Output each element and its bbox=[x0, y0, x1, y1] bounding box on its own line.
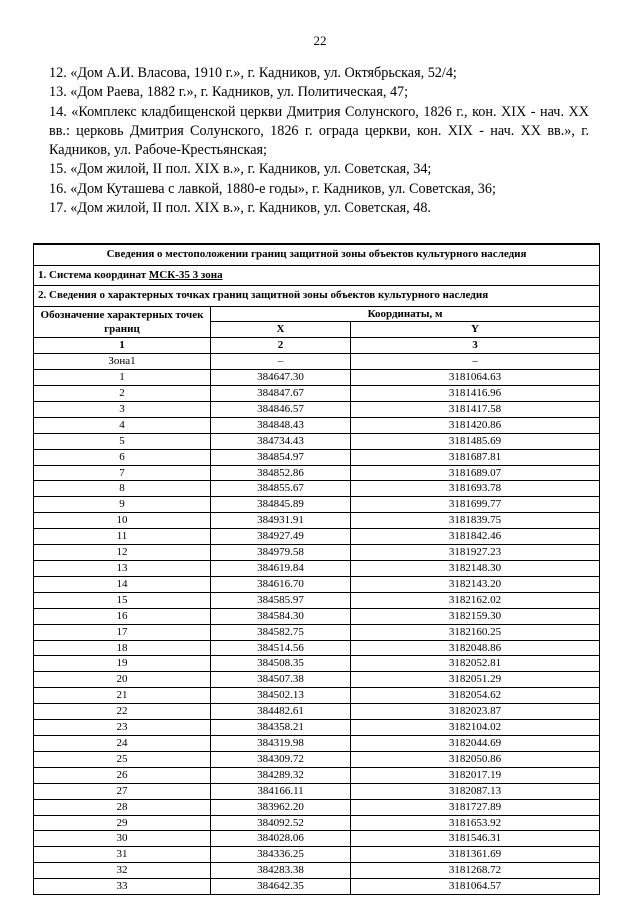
y-coordinate: 3182087.13 bbox=[351, 783, 600, 799]
x-coordinate: 384358.21 bbox=[211, 720, 351, 736]
y-coordinate: 3182054.62 bbox=[351, 688, 600, 704]
y-coordinate: 3182159.30 bbox=[351, 608, 600, 624]
list-item: 15. «Дом жилой, II пол. XIX в.», г. Кадников, ул. Советская, 34; bbox=[49, 161, 432, 178]
list-item: 14. «Комплекс кладбищенской церкви Дмитрия Солунского, 1826 г., кон. XIX - нач. XX вв.: церковь Дмитрия Солунского, 1826 г. ограда церкви, кон. XIX - нач. XX вв.», г. Кадников, ул. Рабоче-Крестьянская; bbox=[49, 103, 589, 159]
table-row bbox=[34, 481, 600, 497]
table-row bbox=[34, 799, 600, 815]
x-coordinate: 384848.43 bbox=[211, 417, 351, 433]
y-coordinate: 3182052.81 bbox=[351, 656, 600, 672]
y-coordinate: 3181417.58 bbox=[351, 401, 600, 417]
table-row bbox=[34, 879, 600, 895]
table-row bbox=[34, 863, 600, 879]
x-coordinate: 384319.98 bbox=[211, 735, 351, 751]
y-coordinate: 3182044.69 bbox=[351, 735, 600, 751]
point-number: 13 bbox=[34, 561, 211, 577]
table-row bbox=[34, 433, 600, 449]
point-number: 14 bbox=[34, 576, 211, 592]
point-number: 21 bbox=[34, 688, 211, 704]
point-number: 5 bbox=[34, 433, 211, 449]
y-coordinate: 3181689.07 bbox=[351, 465, 600, 481]
heritage-objects-list bbox=[49, 64, 589, 218]
y-coordinate: 3182160.25 bbox=[351, 624, 600, 640]
x-coordinate: 384092.52 bbox=[211, 815, 351, 831]
table-row bbox=[34, 831, 600, 847]
column-number-1: 1 bbox=[34, 338, 211, 354]
point-number: 9 bbox=[34, 497, 211, 513]
list-item: 16. «Дом Куташева с лавкой, 1880-е годы», г. Кадников, ул. Советская, 36; bbox=[49, 180, 496, 197]
table-row bbox=[34, 640, 600, 656]
x-coordinate: 384979.58 bbox=[211, 545, 351, 561]
x-coordinate: 384508.35 bbox=[211, 656, 351, 672]
x-coordinate: 384619.84 bbox=[211, 561, 351, 577]
column-header-y: Y bbox=[351, 322, 600, 338]
x-coordinate: 384931.91 bbox=[211, 513, 351, 529]
coordinate-system-name: МСК-35 3 зона bbox=[148, 268, 223, 281]
table-row bbox=[34, 592, 600, 608]
column-number-3: 3 bbox=[351, 338, 600, 354]
y-coordinate: 3182148.30 bbox=[351, 561, 600, 577]
column-header-coordinates: Координаты, м bbox=[211, 306, 600, 322]
table-row bbox=[34, 688, 600, 704]
x-coordinate: 384616.70 bbox=[211, 576, 351, 592]
y-coordinate: 3181699.77 bbox=[351, 497, 600, 513]
y-coordinate: 3181687.81 bbox=[351, 449, 600, 465]
point-number: 8 bbox=[34, 481, 211, 497]
y-coordinate: 3182023.87 bbox=[351, 704, 600, 720]
column-header-point: Обозначение характерных точек границ bbox=[34, 306, 211, 338]
list-item: 13. «Дом Раева, 1882 г.», г. Кадников, ул. Политическая, 47; bbox=[49, 84, 409, 101]
column-number-2: 2 bbox=[211, 338, 351, 354]
y-coordinate: 3181064.57 bbox=[351, 879, 600, 895]
table-row bbox=[34, 576, 600, 592]
x-coordinate: 384647.30 bbox=[211, 370, 351, 386]
x-coordinate: 384514.56 bbox=[211, 640, 351, 656]
list-item: 12. «Дом А.И. Власова, 1910 г.», г. Кадников, ул. Октябрьская, 52/4; bbox=[49, 65, 457, 81]
coordinates-table bbox=[33, 243, 600, 895]
point-number: 3 bbox=[34, 401, 211, 417]
x-coordinate: 383962.20 bbox=[211, 799, 351, 815]
x-coordinate: 384507.38 bbox=[211, 672, 351, 688]
point-number: 2 bbox=[34, 386, 211, 402]
y-coordinate: 3182050.86 bbox=[351, 751, 600, 767]
table-row bbox=[34, 624, 600, 640]
point-number: 16 bbox=[34, 608, 211, 624]
table-row bbox=[34, 720, 600, 736]
point-number: 6 bbox=[34, 449, 211, 465]
table-row bbox=[34, 608, 600, 624]
point-number: 12 bbox=[34, 545, 211, 561]
table-row bbox=[34, 370, 600, 386]
point-number: 33 bbox=[34, 879, 211, 895]
x-coordinate: 384482.61 bbox=[211, 704, 351, 720]
point-number: 28 bbox=[34, 799, 211, 815]
point-number: 26 bbox=[34, 767, 211, 783]
table-row bbox=[34, 386, 600, 402]
table-row bbox=[34, 815, 600, 831]
point-number: 7 bbox=[34, 465, 211, 481]
page-number: 22 bbox=[313, 33, 327, 48]
x-coordinate: 384855.67 bbox=[211, 481, 351, 497]
point-number: 4 bbox=[34, 417, 211, 433]
table-row bbox=[34, 513, 600, 529]
zone-y: – bbox=[351, 354, 600, 370]
x-coordinate: 384028.06 bbox=[211, 831, 351, 847]
table-row bbox=[34, 672, 600, 688]
y-coordinate: 3182051.29 bbox=[351, 672, 600, 688]
y-coordinate: 3182143.20 bbox=[351, 576, 600, 592]
y-coordinate: 3181546.31 bbox=[351, 831, 600, 847]
point-number: 20 bbox=[34, 672, 211, 688]
x-coordinate: 384582.75 bbox=[211, 624, 351, 640]
point-number: 27 bbox=[34, 783, 211, 799]
table-title: Сведения о местоположении границ защитной зоны объектов культурного наследия bbox=[34, 244, 600, 265]
x-coordinate: 384309.72 bbox=[211, 751, 351, 767]
x-coordinate: 384502.13 bbox=[211, 688, 351, 704]
x-coordinate: 384846.57 bbox=[211, 401, 351, 417]
point-number: 25 bbox=[34, 751, 211, 767]
y-coordinate: 3181064.63 bbox=[351, 370, 600, 386]
table-row bbox=[34, 735, 600, 751]
table-row bbox=[34, 783, 600, 799]
point-number: 17 bbox=[34, 624, 211, 640]
x-coordinate: 384585.97 bbox=[211, 592, 351, 608]
x-coordinate: 384847.67 bbox=[211, 386, 351, 402]
x-coordinate: 384845.89 bbox=[211, 497, 351, 513]
y-coordinate: 3182104.02 bbox=[351, 720, 600, 736]
point-number: 19 bbox=[34, 656, 211, 672]
point-number: 31 bbox=[34, 847, 211, 863]
table-row bbox=[34, 847, 600, 863]
x-coordinate: 384854.97 bbox=[211, 449, 351, 465]
x-coordinate: 384642.35 bbox=[211, 879, 351, 895]
x-coordinate: 384166.11 bbox=[211, 783, 351, 799]
table-row bbox=[34, 545, 600, 561]
table-row bbox=[34, 767, 600, 783]
point-number: 10 bbox=[34, 513, 211, 529]
list-item: 17. «Дом жилой, II пол. XIX в.», г. Кадников, ул. Советская, 48. bbox=[49, 200, 431, 217]
table-row bbox=[34, 497, 600, 513]
x-coordinate: 384336.25 bbox=[211, 847, 351, 863]
y-coordinate: 3181839.75 bbox=[351, 513, 600, 529]
x-coordinate: 384289.32 bbox=[211, 767, 351, 783]
table-row bbox=[34, 465, 600, 481]
zone-label: Зона1 bbox=[34, 354, 211, 370]
y-coordinate: 3181842.46 bbox=[351, 529, 600, 545]
table-row bbox=[34, 417, 600, 433]
table-row bbox=[34, 449, 600, 465]
x-coordinate: 384283.38 bbox=[211, 863, 351, 879]
x-coordinate: 384584.30 bbox=[211, 608, 351, 624]
point-number: 11 bbox=[34, 529, 211, 545]
y-coordinate: 3181693.78 bbox=[351, 481, 600, 497]
y-coordinate: 3181361.69 bbox=[351, 847, 600, 863]
y-coordinate: 3181485.69 bbox=[351, 433, 600, 449]
x-coordinate: 384927.49 bbox=[211, 529, 351, 545]
coordinate-system-row bbox=[34, 265, 600, 286]
y-coordinate: 3181268.72 bbox=[351, 863, 600, 879]
point-number: 15 bbox=[34, 592, 211, 608]
point-number: 32 bbox=[34, 863, 211, 879]
y-coordinate: 3181416.96 bbox=[351, 386, 600, 402]
point-number: 24 bbox=[34, 735, 211, 751]
coordinate-system-label: 1. Система координат bbox=[38, 268, 149, 281]
y-coordinate: 3182017.19 bbox=[351, 767, 600, 783]
table-row bbox=[34, 401, 600, 417]
point-number: 30 bbox=[34, 831, 211, 847]
points-section-title: 2. Сведения о характерных точках границ защитной зоны объектов культурного наследия bbox=[34, 286, 600, 307]
y-coordinate: 3182048.86 bbox=[351, 640, 600, 656]
y-coordinate: 3181420.86 bbox=[351, 417, 600, 433]
y-coordinate: 3181727.89 bbox=[351, 799, 600, 815]
table-row bbox=[34, 529, 600, 545]
column-header-x: X bbox=[211, 322, 351, 338]
point-number: 29 bbox=[34, 815, 211, 831]
point-number: 23 bbox=[34, 720, 211, 736]
point-number: 18 bbox=[34, 640, 211, 656]
table-row bbox=[34, 561, 600, 577]
y-coordinate: 3181653.92 bbox=[351, 815, 600, 831]
x-coordinate: 384852.86 bbox=[211, 465, 351, 481]
zone-x: – bbox=[211, 354, 351, 370]
point-number: 1 bbox=[34, 370, 211, 386]
table-row bbox=[34, 656, 600, 672]
point-number: 22 bbox=[34, 704, 211, 720]
table-row bbox=[34, 704, 600, 720]
table-row bbox=[34, 751, 600, 767]
y-coordinate: 3182162.02 bbox=[351, 592, 600, 608]
x-coordinate: 384734.43 bbox=[211, 433, 351, 449]
y-coordinate: 3181927.23 bbox=[351, 545, 600, 561]
